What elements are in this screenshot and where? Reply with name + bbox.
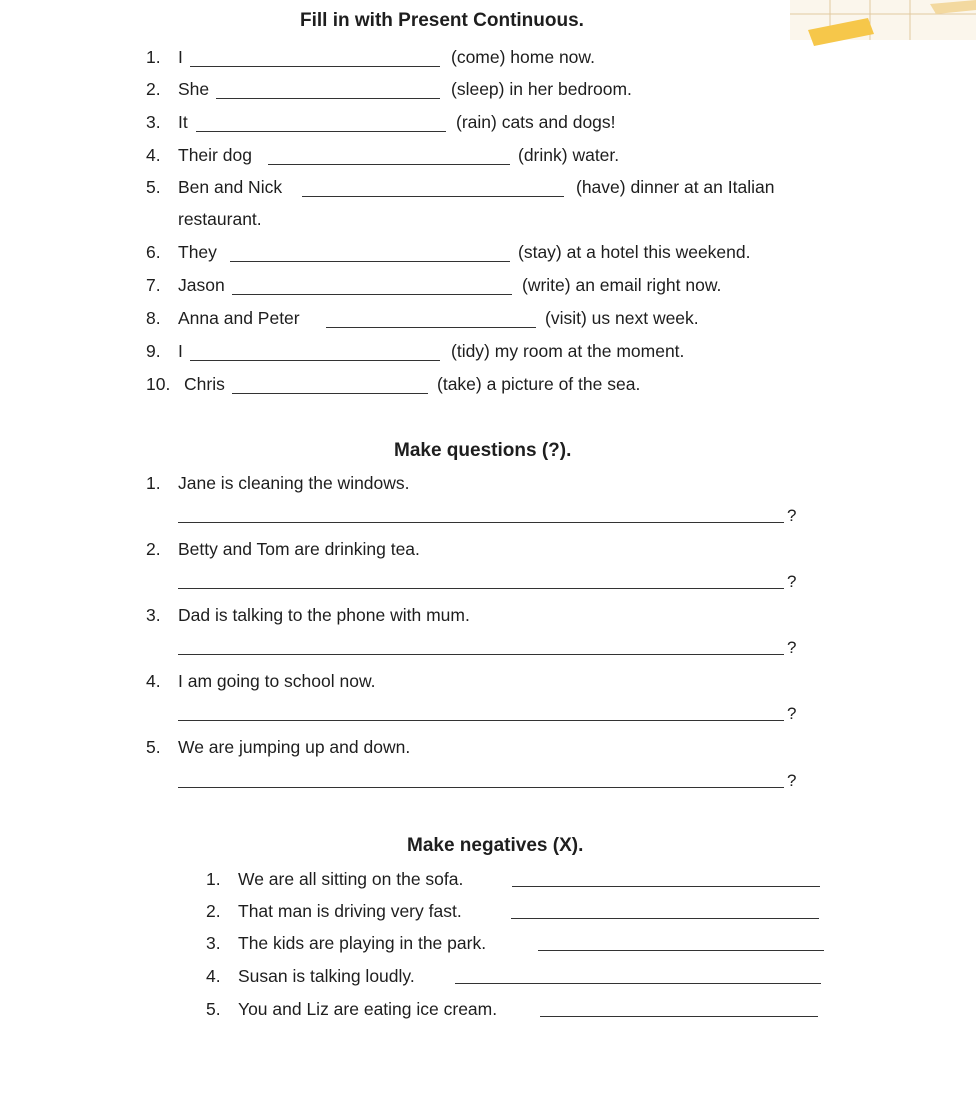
item-number: 4. <box>146 671 161 691</box>
negative-item-4 <box>206 965 415 987</box>
item-number: 3. <box>146 605 161 625</box>
question-mark: ? <box>787 771 797 790</box>
item-subject: She <box>178 79 210 99</box>
answer-blank[interactable] <box>326 327 536 328</box>
fill-item-9-rest: (tidy) my room at the moment. <box>451 341 685 361</box>
answer-blank[interactable] <box>232 393 428 394</box>
answer-blank[interactable] <box>455 983 821 984</box>
questions-section-title: Make questions (?). <box>394 440 572 461</box>
answer-blank[interactable] <box>512 886 820 887</box>
question-item-2 <box>146 538 420 560</box>
fill-item-8 <box>146 307 300 329</box>
item-number: 3. <box>206 933 221 953</box>
fill-item-5-continued: restaurant. <box>178 209 262 229</box>
question-mark: ? <box>787 638 797 657</box>
fill-item-9 <box>146 340 183 362</box>
fill-item-3-rest: (rain) cats and dogs! <box>456 112 616 132</box>
item-text: Jane is cleaning the windows. <box>178 473 410 493</box>
item-number: 2. <box>206 901 221 921</box>
answer-blank[interactable] <box>178 654 784 655</box>
fill-item-8-rest: (visit) us next week. <box>545 308 699 328</box>
answer-blank[interactable] <box>302 196 564 197</box>
item-text: The kids are playing in the park. <box>238 933 487 953</box>
answer-blank[interactable] <box>268 164 510 165</box>
item-subject: Anna and Peter <box>178 308 300 328</box>
answer-blank[interactable] <box>178 787 784 788</box>
fill-item-7 <box>146 274 225 296</box>
answer-blank[interactable] <box>511 918 819 919</box>
item-subject: Chris <box>184 374 225 394</box>
question-mark: ? <box>787 704 797 723</box>
answer-blank[interactable] <box>540 1016 818 1017</box>
item-subject: Their dog <box>178 145 252 165</box>
question-item-4 <box>146 670 376 692</box>
answer-blank[interactable] <box>196 131 446 132</box>
fill-item-10 <box>146 373 225 395</box>
item-number: 5. <box>146 177 161 197</box>
item-number: 2. <box>146 539 161 559</box>
answer-blank[interactable] <box>538 950 824 951</box>
fill-item-5 <box>146 176 283 198</box>
item-number: 3. <box>146 112 161 132</box>
fill-section-title: Fill in with Present Continuous. <box>300 10 584 31</box>
sticky-note-decoration <box>790 0 976 50</box>
item-text: That man is driving very fast. <box>238 901 462 921</box>
item-number: 10. <box>146 374 171 394</box>
negative-item-1 <box>206 868 464 890</box>
item-number: 5. <box>206 999 221 1019</box>
item-number: 4. <box>146 145 161 165</box>
answer-blank[interactable] <box>190 66 440 67</box>
item-subject: I <box>178 341 183 361</box>
answer-blank[interactable] <box>190 360 440 361</box>
item-number: 7. <box>146 275 161 295</box>
question-mark: ? <box>787 572 797 591</box>
answer-blank[interactable] <box>178 522 784 523</box>
negatives-section-title: Make negatives (X). <box>407 835 584 856</box>
fill-item-2-rest: (sleep) in her bedroom. <box>451 79 632 99</box>
negative-item-5 <box>206 998 498 1020</box>
item-number: 2. <box>146 79 161 99</box>
item-number: 4. <box>206 966 221 986</box>
fill-item-4-rest: (drink) water. <box>518 145 620 165</box>
item-number: 6. <box>146 242 161 262</box>
item-number: 1. <box>146 47 161 67</box>
fill-item-7-rest: (write) an email right now. <box>522 275 722 295</box>
question-item-3 <box>146 604 470 626</box>
answer-blank[interactable] <box>232 294 512 295</box>
item-text: We are all sitting on the sofa. <box>238 869 464 889</box>
item-number: 1. <box>146 473 161 493</box>
fill-item-3 <box>146 111 188 133</box>
fill-item-4 <box>146 144 252 166</box>
question-mark: ? <box>787 506 797 525</box>
fill-item-6-rest: (stay) at a hotel this weekend. <box>518 242 751 262</box>
item-number: 5. <box>146 737 161 757</box>
item-text: You and Liz are eating ice cream. <box>238 999 498 1019</box>
item-subject: Ben and Nick <box>178 177 283 197</box>
item-subject: I <box>178 47 183 67</box>
item-text: Susan is talking loudly. <box>238 966 415 986</box>
fill-item-1 <box>146 46 183 68</box>
negative-item-3 <box>206 932 487 954</box>
negative-item-2 <box>206 900 462 922</box>
question-item-5 <box>146 736 411 758</box>
item-text: I am going to school now. <box>178 671 376 691</box>
item-text: We are jumping up and down. <box>178 737 411 757</box>
item-number: 8. <box>146 308 161 328</box>
answer-blank[interactable] <box>216 98 440 99</box>
answer-blank[interactable] <box>230 261 510 262</box>
fill-item-10-rest: (take) a picture of the sea. <box>437 374 641 394</box>
item-number: 9. <box>146 341 161 361</box>
fill-item-1-rest: (come) home now. <box>451 47 595 67</box>
item-subject: Jason <box>178 275 225 295</box>
fill-item-6 <box>146 241 217 263</box>
answer-blank[interactable] <box>178 720 784 721</box>
item-number: 1. <box>206 869 221 889</box>
item-subject: They <box>178 242 217 262</box>
item-text: Betty and Tom are drinking tea. <box>178 539 420 559</box>
item-subject: It <box>178 112 188 132</box>
answer-blank[interactable] <box>178 588 784 589</box>
fill-item-2 <box>146 78 210 100</box>
fill-item-5-rest: (have) dinner at an Italian <box>576 177 775 197</box>
question-item-1 <box>146 472 410 494</box>
item-text: Dad is talking to the phone with mum. <box>178 605 470 625</box>
